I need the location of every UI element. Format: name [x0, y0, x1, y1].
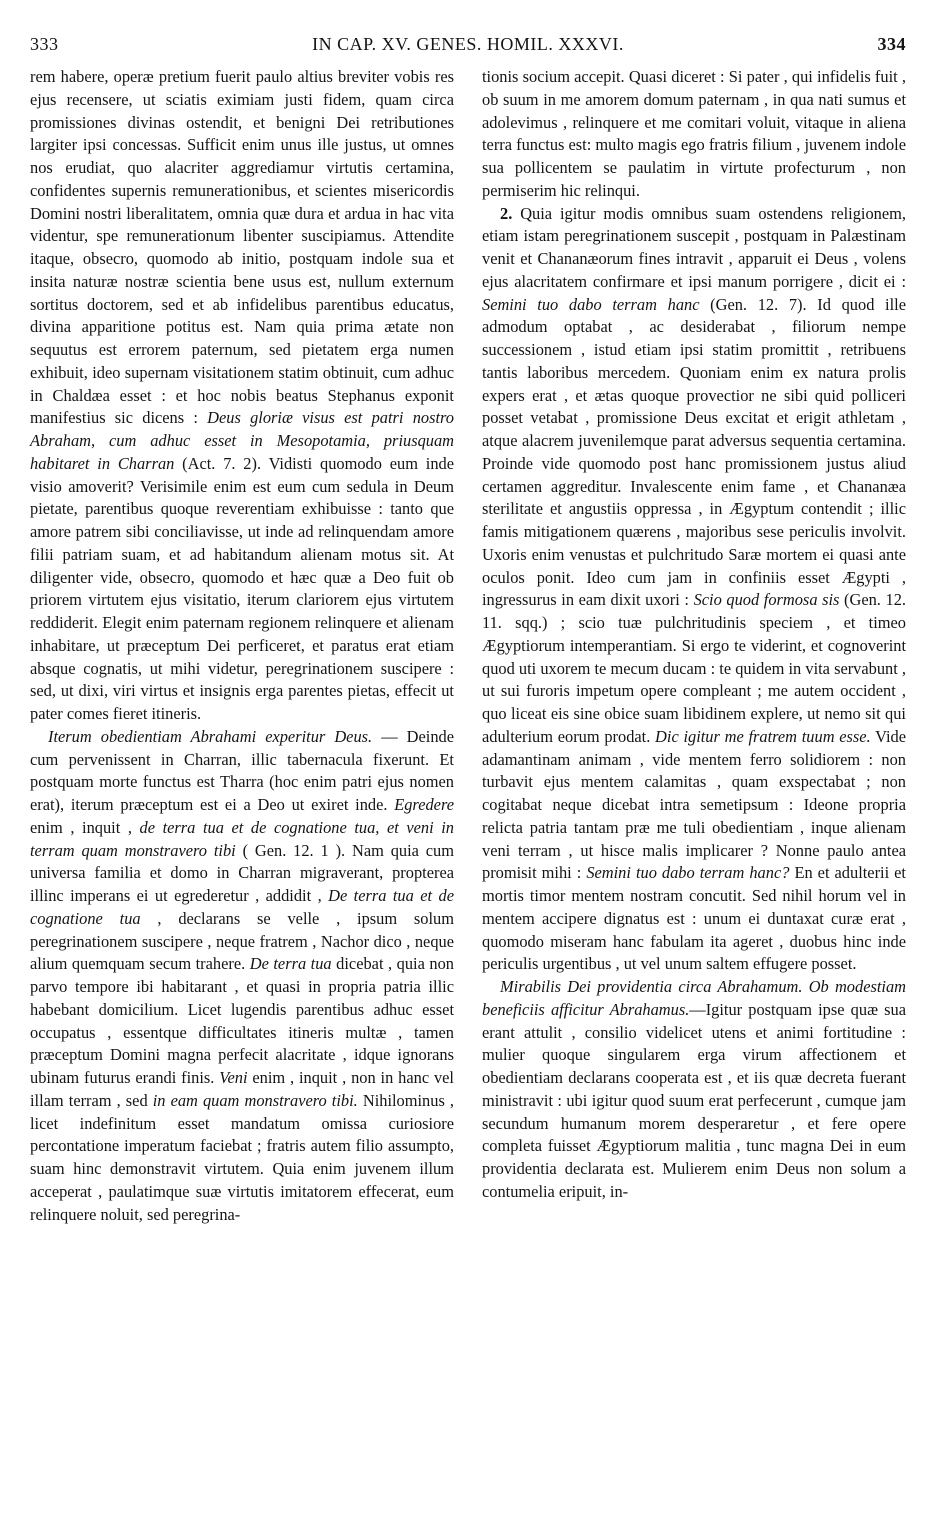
text-run: ( Gen. 12. 1 ). Nam quia cum universa familia et domo in Charran migraverant, propterea illinc imperans ei ut egrederetur , addidit ,: [30, 840, 454, 905]
text-run: Quia igitur modis omnibus suam ostendens religionem, etiam istam peregrinationem suscepit , postquam in Palæstinam venit et Chananæorum fines intravit , apparuit ei Deus , volens ejus alacritatem confirmare et ipsi manum porrigere , dicit ei :: [482, 203, 906, 291]
text-run: enim , inquit ,: [30, 817, 140, 837]
text-run: (Gen. 12. 7). Id quod ille admodum optabat , ac desiderabat , filiorum nempe successionem , istud etiam ipsi statim promittit , retribuens tantis laboribus mercedem. Quoniam enim ex natura prolis expers erat , et ætas quoque provectior ne sibi quid polliceri posset vetabat , promissione Deus excitat et erigit athletam , atque alacrem juvenilemque parat adversus sequentia certamina. Proinde vide quomodo post hanc promissionem justus aliud certamen aggreditur. Invalescente enim fame , et Chananæa sterilitate et angustiis oppressa , in Ægyptum contendit ; illic famis mitigationem quærens , majoribus sese periculis involvit. Uxoris enim venustas et pulchritudo Saræ mortem ei quasi ante oculos ponit. Ideo cum jam in confiniis esset Ægypti , ingressurus in eam dixit uxori :: [482, 294, 906, 610]
scripture-quote: Egredere: [394, 795, 454, 814]
text-run: , declarans se velle , ipsum solum peregrinationem suscipere , neque fratrem , Nachor dico , neque alium quemquam secum trahere.: [30, 908, 454, 974]
text-run: (Gen. 12. 11. sqq.) ; scio tuæ pulchritudinis speciem , et timeo Ægyptiorum intemperantiam. Si ergo te viderint, et cognoverint quod uti uxorem te mecum ducam : te quidem in vita servabunt , ut sui furoris impetum opere compleant ; me autem occident , quo liceat eis sine obice suam libidinem explere, ut nemo sit qui adulterium eorum prodat.: [482, 590, 907, 746]
right-paragraph-3: [482, 976, 906, 1204]
text-run: En et adulterii et mortis timor mentem nostram concutit. Sed nihil horum vel in mentem accipere dignatus est : unum ei duntaxat curæ erat , quomodo miseram hanc fabulam ita ageret , duobus hinc inde periculis urgentibus , ut vel unum saltem effugere posset.: [482, 863, 906, 974]
marginal-heading: Iterum obedientiam Abrahami experitur Deus.: [48, 726, 373, 746]
scripture-quote: Deus gloriæ visus est patri nostro Abraham, cum adhuc esset in Mesopotamia, priusquam habitaret in Charran: [30, 408, 454, 473]
text-run: dicebat , quia non parvo tempore ibi habitarant , et quasi in propria patria illic habebant domicilium. Licet lugendis parentibus adhuc esset occupatus , essentque difficultates itineris multæ , tamen præceptum Domini magna perfecit alacritate , idque ignorans ubinam futurus erandi finis.: [30, 954, 454, 1087]
left-paragraph-2: [30, 726, 454, 1227]
right-column: [482, 66, 906, 1204]
scripture-quote: De terra tua et de cognatione tua: [30, 886, 454, 928]
text-run: Deinde cum pervenissent in Charran, illic tabernacula fixerunt. Et postquam morte functus est Tharra (hoc enim patri ejus nomen erat), iterum præceptum est ei a Deo ut exiret inde.: [30, 726, 454, 814]
scripture-quote: Semini tuo dabo terram hanc: [482, 294, 700, 314]
scripture-quote: Scio quod formosa sis: [693, 590, 840, 610]
text-run: Vide adamantinam animam , vide mentem ferro solidiorem : non turbavit ejus mentem calamitas , quam exspectabat ; non cogitabat neque dicebat intra semetipsum : Ideone propria relicta patria tantam præ me tuli obedientiam , inque alienam veni terram , ut hisce malis implicarer ? Nonne paulo antea promisit mihi :: [482, 726, 906, 883]
text-run: (Act. 7. 2). Vidisti quomodo eum inde visio amoverit? Verisimile enim est eum cum sedula in Deum pietate, parentibus quoque reverentiam exhibuisse : tanto que amore patrem sibi conciliavisse, ut inde ad relinquendam amore filii patriam suam, et ad habitandum alienam motus sit. At diligenter vide, obsecro, quomodo et hæc quæ a Deo fuit ob priorem virtutem ejus visitatio, iterum clariorem ejus virtutem reddiderit. Elegit enim paternam regionem relinquere et alienam inhabitare, ut præceptum Dei perficeret, et paratus erat etiam absque cognatis, ut mihi videtur, peregrinationem suscipere : sed, ut dixi, viri virtus et insignis erga parentes pietas, effecit ut pater comes fieret itineris.: [30, 453, 455, 723]
right-paragraph-1: tionis socium accepit. Quasi diceret : Si pater , qui infidelis fuit , ob suum in me amorem domum paternam , in qua nati sumus et adolevimus , relinquere et me comitari voluit, vitaque in aliena terra functus est: multo magis ego fratris filium , juvenem indole sua pollicentem se paulatim in virtute profecturum , non permiserim hic relinqui.: [482, 67, 906, 200]
left-paragraph-1: [30, 66, 454, 726]
heading-dash: —: [372, 726, 407, 746]
text-run: Igitur postquam ipse quæ sua erant attulit , consilio videlicet utens et animi fortitudine : mulier quoque singularem erga virum affectionem et obedientiam declarans cooperata est , et iis quæ decreta fuerant ministravit : ubi igitur quod suum erat perfecerunt , cumque jam secundum humanum morem desperaretur , et fere opere completa fuisset Ægyptiorum malitia , tunc magna Dei in eum providentia declarata est. Mulierem enim Deus non solum a contumelia eripuit, in-: [482, 999, 906, 1201]
marginal-heading: Mirabilis Dei providentia circa Abrahamum. Ob modestiam beneficiis afficitur Abrahamus.: [482, 977, 906, 1019]
page-number-left: 333: [30, 34, 59, 54]
text-run: Nihilominus , licet indefinitum esset mandatum omissa curiosiore percontatione imperatum faciebat ; fratris autem filio assumpto, suam hinc demonstravit virtutem. Quia enim juvenem illum acceperat , paulatimque suæ virtutis imitatorem effecerat, eum relinquere noluit, sed peregrina-: [30, 1090, 455, 1224]
heading-dash: —: [689, 999, 706, 1019]
scripture-quote: Veni: [219, 1068, 248, 1087]
right-paragraph-2: [482, 203, 906, 977]
scripture-quote: in eam quam monstravero tibi.: [152, 1090, 358, 1110]
page-number-right: 334: [877, 34, 906, 54]
scripture-quote: Semini tuo dabo terram hanc?: [586, 863, 790, 883]
scripture-quote: de terra tua et de cognatione tua, et veni in terram quam monstravero tibi: [30, 817, 455, 860]
text-run: enim , inquit , non in hanc vel illam terram , sed: [30, 1068, 454, 1110]
text-run: rem habere, operæ pretium fuerit paulo altius breviter vobis res ejus recensere, ut sciatis eximiam justi fidem, quam circa promissiones divinas ostendit, et benigni Dei retributiones largiter ipsi concessas. Sufficit enim unus ille justus, ut omnes nos erudiat, quo alacriter aggrediamur virtutis certamina, confidentes supernis remunerationibus, et scientes misericordis Domini nostri liberalitatem, omnia quæ dura et ardua in hac vita videntur, spe remunerationum libenter suscipiamus. Attendite itaque, obsecro, quomodo ab initio, postquam indole sua et insita naturæ nostræ scientia bene usus est, nullum externum sortitus doctorem, sed et ab infidelibus parentibus educatus, divina apparitione potitus est. Nam quia prima ætate non sequutus est errorem paternum, sed pietatem erga numen exhibuit, ideo supernam visitationem statim obtinuit, cum adhuc in Chaldæa esset : et hoc nobis beatus Stephanus exponit manifestius sic dicens :: [30, 67, 454, 428]
running-head: [30, 32, 906, 56]
scripture-quote: De terra tua: [249, 954, 332, 974]
running-title: IN CAP. XV. GENES. HOMIL. XXXVI.: [312, 34, 624, 54]
scripture-quote: Dic igitur me fratrem tuum esse.: [655, 726, 871, 746]
section-number: 2.: [500, 203, 513, 223]
left-column: [30, 66, 454, 1226]
